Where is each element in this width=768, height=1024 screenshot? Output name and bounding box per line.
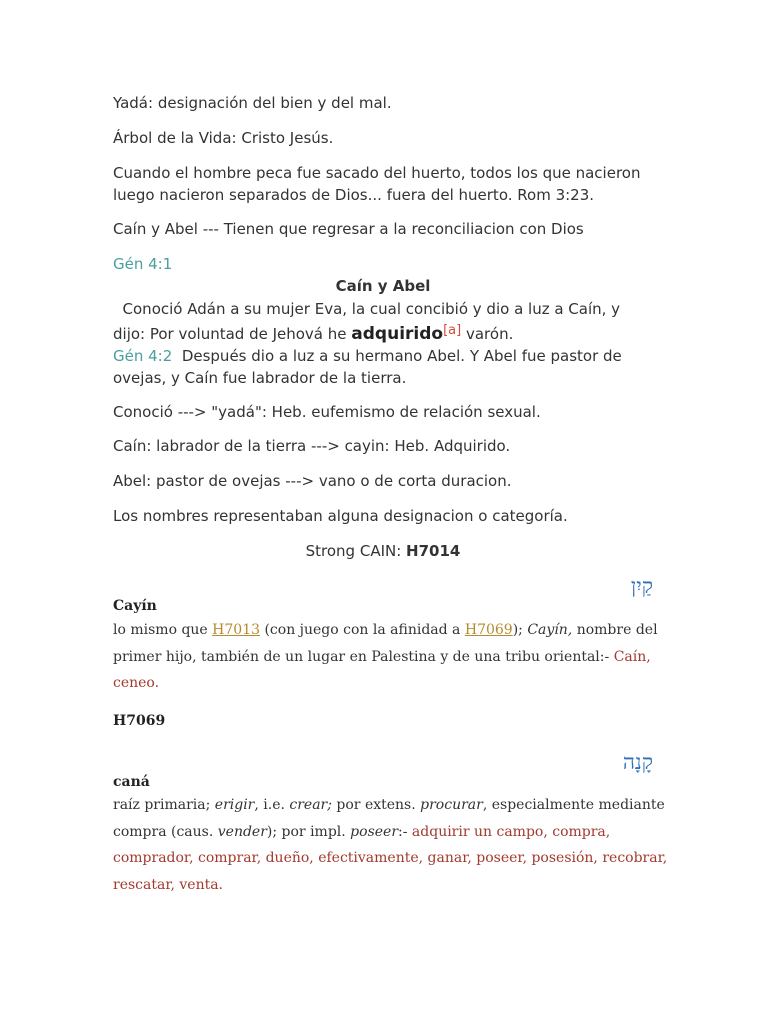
hebrew-word-2-text: קָנָה <box>622 750 653 774</box>
passage-heading: Caín y Abel <box>335 277 431 295</box>
entry-2-text-b2: ); por impl. <box>266 824 351 840</box>
text-cuando-1: Cuando el hombre peca fue sacado del huerto, todos los que nacieron <box>113 164 641 182</box>
verse-ref-2[interactable]: Gén 4:2 <box>113 347 173 365</box>
entry-2-line-2 <box>113 819 653 846</box>
entry-2-italic-2: crear; <box>289 797 332 813</box>
verse-2-text: Después dio a luz a su hermano Abel. Y Abel fue pastor de <box>172 347 622 365</box>
entry-2-word: caná <box>113 774 150 790</box>
entry-2-italic-3: procurar <box>420 797 483 813</box>
verse-1-end: varón. <box>461 325 514 343</box>
entry-1-line-3: ceneo. <box>113 675 160 691</box>
entry-2-italic-4: vender <box>217 824 267 840</box>
entry-2-text-a4: , especialmente mediante <box>482 797 665 813</box>
hebrew-word-1-text: קַיִן <box>630 574 653 598</box>
strong-code: H7014 <box>406 542 461 560</box>
hebrew-word-2 <box>113 750 653 775</box>
entry-1-text-e: primer hijo, también de un lugar en Palestina y de una tribu oriental:- <box>113 649 614 665</box>
entry-2-line-4: rescatar, venta. <box>113 877 224 893</box>
verse-2-line-1 <box>113 345 653 367</box>
hebrew-word-1 <box>113 574 653 599</box>
note-cain: Caín: labrador de la tierra ---> cayin: Heb. Adquirido. <box>113 437 511 455</box>
entry-1-text-a: lo mismo que <box>113 622 213 638</box>
verse-1-line-1: Conoció Adán a su mujer Eva, la cual concibió y dio a luz a Caín, y <box>113 300 621 318</box>
text-cain-abel: Caín y Abel --- Tienen que regresar a la reconciliacion con Dios <box>113 220 584 238</box>
entry-2-line-1 <box>113 792 665 819</box>
entry-2-text-b3: :- <box>398 824 412 840</box>
verse-ref-1[interactable]: Gén 4:1 <box>113 255 173 273</box>
entry-2-code: H7069 <box>113 713 166 729</box>
note-nombres: Los nombres representaban alguna designacion o categoría. <box>113 507 568 525</box>
link-h7013[interactable]: H7013 <box>212 622 261 638</box>
entry-2-line-3: comprador, comprar, dueño, efectivamente, ganar, poseer, posesión, recobrar, <box>113 850 668 866</box>
note-abel: Abel: pastor de ovejas ---> vano o de corta duracion. <box>113 472 512 490</box>
text-cuando-2: luego nacieron separados de Dios... fuera del huerto. Rom 3:23. <box>113 186 595 204</box>
entry-1-text-c: ); <box>512 622 528 638</box>
entry-1-italic: Cayín, <box>527 622 573 638</box>
entry-1-text-d: nombre del <box>572 622 658 638</box>
entry-1-word: Cayín <box>113 598 157 614</box>
verse-1-bold-word: adquirido <box>351 324 444 344</box>
entry-2-italic-5: poseer <box>350 824 399 840</box>
entry-2-red-b: adquirir un campo, compra, <box>411 824 611 840</box>
entry-2-text-a2: , i.e. <box>254 797 290 813</box>
entry-1-line-1 <box>113 617 658 644</box>
entry-2-text-a3: por extens. <box>331 797 421 813</box>
verse-2-line-2: ovejas, y Caín fue labrador de la tierra. <box>113 369 407 387</box>
verse-1-text: dijo: Por voluntad de Jehová he <box>113 325 352 343</box>
link-h7069[interactable]: H7069 <box>464 622 513 638</box>
text-yada: Yadá: designación del bien y del mal. <box>113 94 392 112</box>
note-conocio: Conoció ---> "yadá": Heb. eufemismo de relación sexual. <box>113 403 541 421</box>
entry-1-line-2 <box>113 644 653 671</box>
entry-2-italic-1: erigir <box>214 797 255 813</box>
verse-1-line-2 <box>113 320 653 345</box>
entry-1-text-b: (con juego con la afinidad a <box>260 622 465 638</box>
entry-1-red-1: Caín, <box>613 649 651 665</box>
strong-line <box>113 540 653 562</box>
entry-2-text-a1: raíz primaria; <box>113 797 215 813</box>
footnote-marker[interactable]: [a] <box>443 323 462 338</box>
entry-2-text-b1: compra (caus. <box>113 824 218 840</box>
text-arbol: Árbol de la Vida: Cristo Jesús. <box>113 129 334 147</box>
strong-label: Strong CAIN: <box>305 542 407 560</box>
